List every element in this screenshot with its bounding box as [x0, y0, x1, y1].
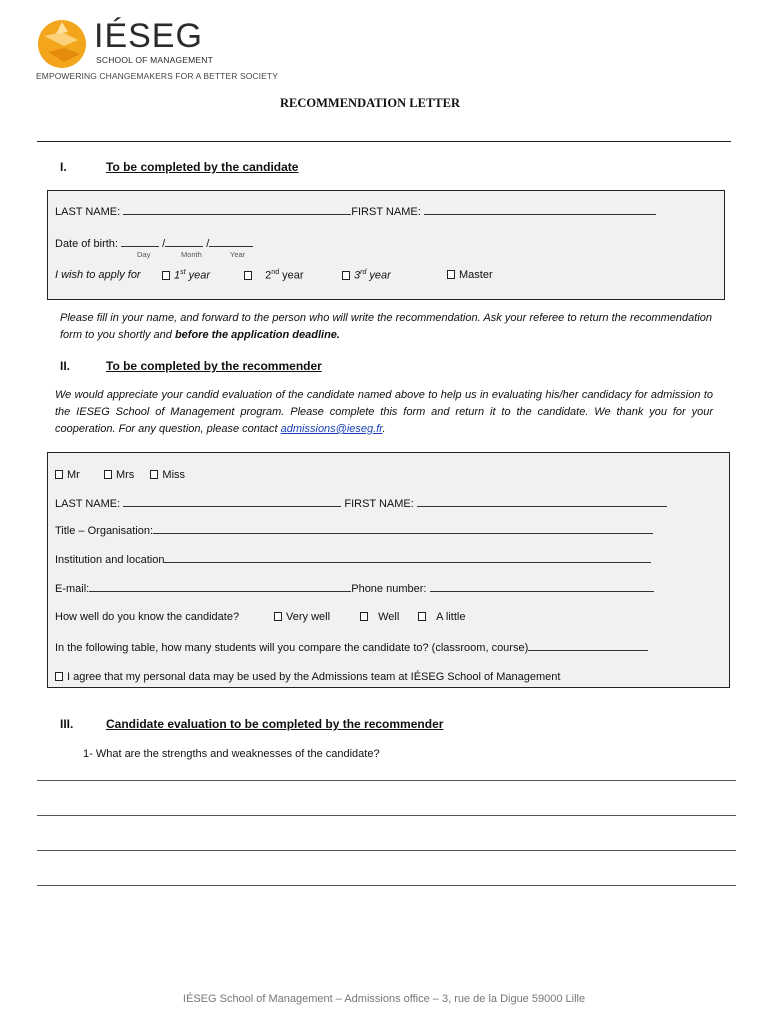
- logo-globe-icon: [34, 18, 94, 72]
- question-1: 1- What are the strengths and weaknesses of the candidate?: [83, 748, 380, 760]
- dob-year-hint: Year: [230, 250, 246, 259]
- checkbox-icon[interactable]: [104, 470, 112, 479]
- email-field[interactable]: [89, 581, 351, 592]
- salutation-mr[interactable]: Mr: [55, 469, 80, 481]
- dob-year-field[interactable]: [209, 236, 253, 247]
- institution-row: [55, 552, 651, 566]
- document-title: RECOMMENDATION LETTER: [280, 96, 460, 110]
- email-label: E-mail:: [55, 583, 90, 595]
- know-well[interactable]: Well: [360, 611, 399, 623]
- title-rule: [37, 141, 731, 142]
- section3-title: Candidate evaluation to be completed by the recommender: [106, 717, 444, 731]
- recommender-lastname-label: LAST NAME:: [55, 498, 121, 510]
- checkbox-icon[interactable]: [418, 612, 426, 621]
- section2-title: To be completed by the recommender: [106, 359, 322, 373]
- consent-row[interactable]: [55, 671, 560, 683]
- salutation-miss[interactable]: Miss: [150, 469, 185, 481]
- section3-number: III.: [60, 717, 74, 731]
- recommender-firstname-field[interactable]: [417, 496, 667, 507]
- candidate-firstname-label: FIRST NAME:: [351, 206, 421, 218]
- recommender-lastname-field[interactable]: [123, 496, 341, 507]
- footer-address: IÉSEG School of Management – Admissions office – 3, rue de la Digue 59000 Lille: [182, 993, 586, 1005]
- dob-day-hint: Day: [137, 250, 151, 259]
- answer-line[interactable]: [37, 815, 736, 816]
- compare-row: [55, 640, 648, 654]
- section1-number: I.: [60, 160, 67, 174]
- answer-line[interactable]: [37, 885, 736, 886]
- title-org-row: [55, 523, 653, 537]
- dob-row: Date of birth: / /: [55, 236, 253, 250]
- title-org-field[interactable]: [153, 523, 653, 534]
- institution-label: Institution and location: [55, 554, 165, 566]
- candidate-lastname-row: [55, 204, 656, 218]
- salutation-row: [55, 469, 185, 481]
- contact-row: [55, 581, 654, 595]
- checkbox-icon[interactable]: [360, 612, 368, 621]
- option-2nd-year[interactable]: 2nd year: [244, 269, 304, 282]
- know-question: How well do you know the candidate?: [55, 611, 240, 623]
- checkbox-icon[interactable]: [150, 470, 158, 479]
- option-master[interactable]: Master: [447, 269, 493, 281]
- checkbox-icon[interactable]: [342, 271, 350, 280]
- answer-line[interactable]: [37, 850, 736, 851]
- recommender-firstname-label: FIRST NAME:: [344, 498, 414, 510]
- dob-day-field[interactable]: [121, 236, 159, 247]
- answer-line[interactable]: [37, 780, 736, 781]
- option-3rd-year[interactable]: 3rd year: [342, 269, 391, 282]
- salutation-mrs[interactable]: Mrs: [104, 469, 134, 481]
- logo-wordmark: IÉSEG: [94, 17, 203, 55]
- candidate-lastname-label: LAST NAME:: [55, 206, 121, 218]
- checkbox-icon[interactable]: [55, 470, 63, 479]
- institution-field[interactable]: [164, 552, 651, 563]
- candidate-lastname-field[interactable]: [123, 204, 351, 215]
- section1-title: To be completed by the candidate: [106, 160, 299, 174]
- checkbox-icon[interactable]: [162, 271, 170, 280]
- compare-question: In the following table, how many students will you compare the candidate to? (classroom, course): [55, 642, 529, 654]
- title-org-label: Title – Organisation:: [55, 525, 154, 537]
- apply-label: I wish to apply for: [55, 269, 141, 281]
- admissions-email-link[interactable]: admissions@ieseg.fr: [280, 423, 383, 435]
- checkbox-icon[interactable]: [244, 271, 252, 280]
- dob-month-field[interactable]: [165, 236, 203, 247]
- phone-field[interactable]: [430, 581, 654, 592]
- compare-field[interactable]: [528, 640, 648, 651]
- dob-label: Date of birth:: [55, 238, 118, 250]
- recommender-name-row: [55, 496, 667, 510]
- checkbox-icon[interactable]: [274, 612, 282, 621]
- logo-tagline: EMPOWERING CHANGEMAKERS FOR A BETTER SOCIETY: [36, 71, 278, 81]
- consent-text: I agree that my personal data may be used by the Admissions team at IÉSEG School of Management: [67, 671, 561, 683]
- option-1st-year[interactable]: 1st year: [162, 269, 210, 282]
- section2-number: II.: [60, 359, 71, 373]
- phone-label: Phone number:: [351, 583, 427, 595]
- checkbox-icon[interactable]: [447, 270, 455, 279]
- recommender-intro: We would appreciate your candid evaluation of the candidate named above to help us in evaluating his/her candidacy for admission to the IESEG School of Management program. Please complete this form and return it to the candidate. We thank you for your cooperation. For any question, please contact admissions@ieseg.fr.: [55, 389, 713, 435]
- dob-month-hint: Month: [181, 250, 202, 259]
- candidate-firstname-field[interactable]: [424, 204, 656, 215]
- know-a-little[interactable]: A little: [418, 611, 465, 623]
- logo-school-text: SCHOOL OF MANAGEMENT: [96, 55, 214, 65]
- consent-checkbox-icon[interactable]: [55, 672, 63, 681]
- know-very-well[interactable]: Very well: [274, 611, 330, 623]
- candidate-instructions: Please fill in your name, and forward to the person who will write the recommendation. Ask your referee to return the recommendation form to you shortly and before the application deadline.: [60, 312, 712, 341]
